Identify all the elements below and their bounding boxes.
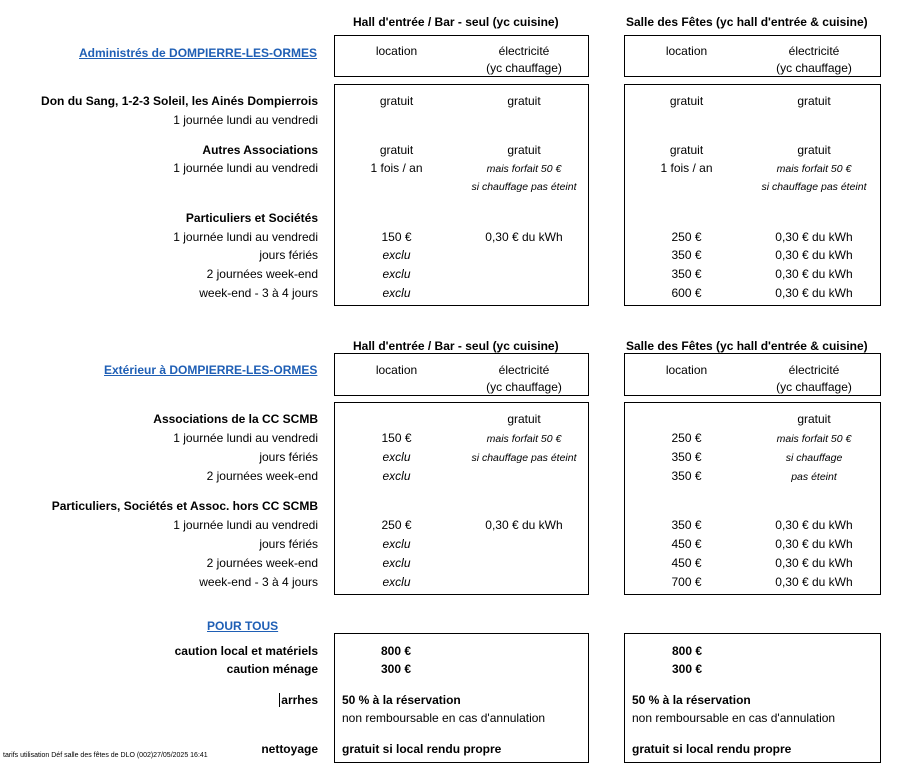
group-don-du-sang-title: Don du Sang, 1-2-3 Soleil, les Ainés Dompierrois <box>41 94 318 108</box>
salle-elec-note: mais forfait 50 € <box>776 433 852 445</box>
salle-location-value: 350 € <box>671 267 702 281</box>
pour-tous-title: POUR TOUS <box>207 619 279 633</box>
row-label: 1 journée lundi au vendredi <box>173 113 318 127</box>
arrhes-label: arrhes <box>281 693 318 707</box>
hall-elec-note: mais forfait 50 € <box>486 433 562 445</box>
hall-caution-menage-value: 300 € <box>381 662 412 676</box>
hall-location-value: 250 € <box>381 518 412 532</box>
hall-arrhes-note: non remboursable en cas d'annulation <box>342 711 546 725</box>
salle-caution-local-value: 800 € <box>672 644 703 658</box>
salle-elec-header-sub: (yc chauffage) <box>776 380 852 394</box>
group-particuliers-hors-cc-title: Particuliers, Sociétés et Assoc. hors CC SCMB <box>51 499 318 513</box>
section-exterieur-title: Extérieur à DOMPIERRE-LES-ORMES <box>104 363 318 377</box>
hall-elec-value: 0,30 € du kWh <box>485 230 563 244</box>
salle-column-title: Salle des Fêtes (yc hall d'entrée & cuisine) <box>626 15 868 29</box>
hall-elec-note: si chauffage pas éteint <box>471 181 577 193</box>
salle-location-value: 600 € <box>671 286 702 300</box>
salle-location-value: gratuit <box>669 94 704 108</box>
hall-location-value: exclu <box>382 267 411 281</box>
hall-location-value: 150 € <box>381 230 412 244</box>
salle-elec-value: 0,30 € du kWh <box>775 267 853 281</box>
row-label: jours fériés <box>259 248 318 262</box>
row-label: week-end - 3 à 4 jours <box>199 575 318 589</box>
salle-elec-header: électricité <box>788 363 840 377</box>
salle-elec-value: 0,30 € du kWh <box>775 248 853 262</box>
row-label: week-end - 3 à 4 jours <box>199 286 318 300</box>
salle-location-header: location <box>665 44 708 58</box>
salle-location-value: 1 fois / an <box>660 161 713 175</box>
section-administres-title: Administrés de DOMPIERRE-LES-ORMES <box>79 46 318 60</box>
salle-elec-header-sub: (yc chauffage) <box>776 61 852 75</box>
salle-column-title: Salle des Fêtes (yc hall d'entrée & cuisine) <box>626 339 868 353</box>
nettoyage-label: nettoyage <box>261 742 318 756</box>
hall-location-value: exclu <box>382 575 411 589</box>
row-label: 1 journée lundi au vendredi <box>173 230 318 244</box>
caution-local-label: caution local et matériels <box>174 644 318 658</box>
hall-location-value: gratuit <box>379 143 414 157</box>
hall-location-value: exclu <box>382 556 411 570</box>
salle-location-value: 350 € <box>671 469 702 483</box>
salle-location-value: 250 € <box>671 431 702 445</box>
salle-elec-header: électricité <box>788 44 840 58</box>
footer-filename: tarifs utilisation Déf salle des fêtes de DLO (002)27/05/2025 16:41 <box>3 752 208 759</box>
salle-elec-value: 0,30 € du kWh <box>775 286 853 300</box>
salle-elec-value: 0,30 € du kWh <box>775 230 853 244</box>
row-label: 1 journée lundi au vendredi <box>173 431 318 445</box>
hall-nettoyage-value: gratuit si local rendu propre <box>342 742 502 756</box>
group-particuliers-title: Particuliers et Sociétés <box>185 211 318 225</box>
salle-location-value: 350 € <box>671 450 702 464</box>
hall-location-value: exclu <box>382 537 411 551</box>
hall-location-value: 150 € <box>381 431 412 445</box>
hall-elec-header-sub: (yc chauffage) <box>486 61 562 75</box>
salle-nettoyage-value: gratuit si local rendu propre <box>632 742 792 756</box>
hall-location-value: 1 fois / an <box>370 161 423 175</box>
row-label: 1 journée lundi au vendredi <box>173 518 318 532</box>
salle-location-value: 450 € <box>671 537 702 551</box>
hall-elec-header-sub: (yc chauffage) <box>486 380 562 394</box>
hall-column-title: Hall d'entrée / Bar - seul (yc cuisine) <box>353 15 559 29</box>
salle-location-value: 450 € <box>671 556 702 570</box>
salle-elec-value: 0,30 € du kWh <box>775 575 853 589</box>
row-label: 1 journée lundi au vendredi <box>173 161 318 175</box>
hall-elec-header: électricité <box>498 44 550 58</box>
salle-location-value: gratuit <box>669 143 704 157</box>
hall-elec-value: gratuit <box>507 412 541 426</box>
hall-elec-value: gratuit <box>507 143 541 157</box>
hall-elec-header: électricité <box>498 363 550 377</box>
hall-elec-note: si chauffage pas éteint <box>471 452 577 464</box>
salle-elec-value: 0,30 € du kWh <box>775 556 853 570</box>
row-label: jours fériés <box>259 450 318 464</box>
salle-location-value: 350 € <box>671 518 702 532</box>
caution-menage-label: caution ménage <box>226 662 318 676</box>
row-label: jours fériés <box>259 537 318 551</box>
hall-location-value: exclu <box>382 286 411 300</box>
hall-column-title: Hall d'entrée / Bar - seul (yc cuisine) <box>353 339 559 353</box>
hall-location-value: exclu <box>382 450 411 464</box>
salle-caution-menage-value: 300 € <box>672 662 703 676</box>
salle-location-value: 350 € <box>671 248 702 262</box>
hall-location-header: location <box>375 44 418 58</box>
salle-elec-note: mais forfait 50 € <box>776 163 852 175</box>
group-autres-associations-title: Autres Associations <box>202 143 318 157</box>
salle-elec-note: si chauffage <box>785 452 843 464</box>
hall-arrhes-value: 50 % à la réservation <box>342 693 461 707</box>
hall-elec-value: 0,30 € du kWh <box>485 518 563 532</box>
salle-elec-value: 0,30 € du kWh <box>775 537 853 551</box>
row-label: 2 journées week-end <box>206 267 318 281</box>
salle-location-value: 250 € <box>671 230 702 244</box>
salle-arrhes-value: 50 % à la réservation <box>632 693 751 707</box>
group-associations-cc-scmb-title: Associations de la CC SCMB <box>153 412 318 426</box>
salle-elec-value: gratuit <box>797 143 831 157</box>
hall-location-value: exclu <box>382 248 411 262</box>
salle-location-header: location <box>665 363 708 377</box>
hall-elec-note: mais forfait 50 € <box>486 163 562 175</box>
salle-location-value: 700 € <box>671 575 702 589</box>
salle-elec-value: 0,30 € du kWh <box>775 518 853 532</box>
salle-elec-value: gratuit <box>797 412 831 426</box>
hall-location-value: gratuit <box>379 94 414 108</box>
row-label: 2 journées week-end <box>206 556 318 570</box>
hall-elec-value: gratuit <box>507 94 541 108</box>
salle-arrhes-note: non remboursable en cas d'annulation <box>632 711 836 725</box>
salle-elec-value: gratuit <box>797 94 831 108</box>
hall-location-header: location <box>375 363 418 377</box>
hall-location-value: exclu <box>382 469 411 483</box>
row-label: 2 journées week-end <box>206 469 318 483</box>
salle-elec-note: si chauffage pas éteint <box>761 181 867 193</box>
hall-caution-local-value: 800 € <box>381 644 412 658</box>
salle-elec-note: pas éteint <box>791 471 837 483</box>
